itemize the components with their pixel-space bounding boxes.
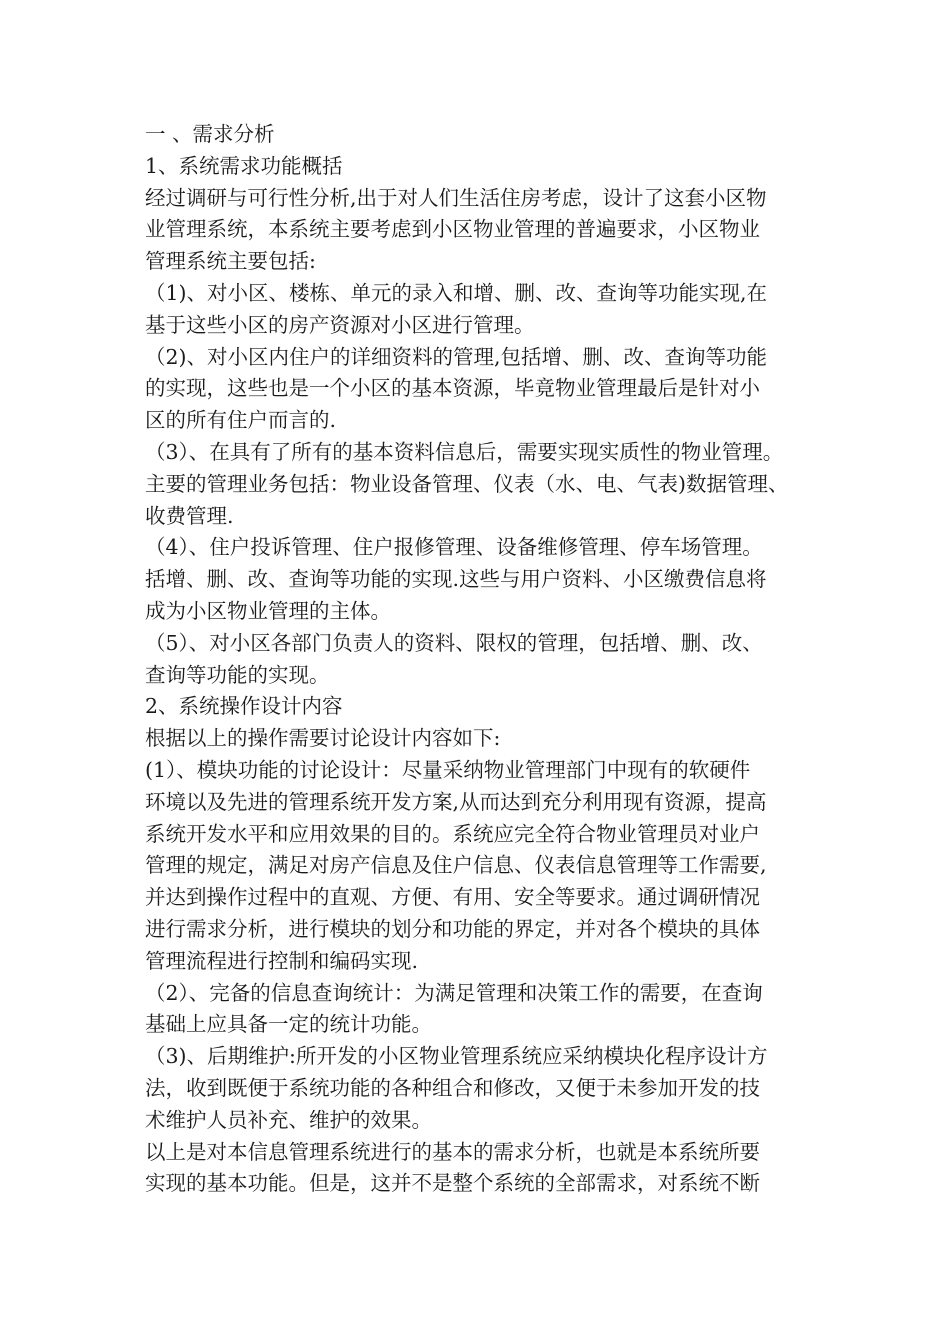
list-item-line: 区的所有住户而言的. (145, 408, 337, 433)
subsection-heading: 1、系统需求功能概括 (145, 153, 343, 178)
list-item-line: 系统开发水平和应用效果的目的。系统应完全符合物业管理员对业户 (145, 821, 760, 846)
list-item-line: （1)、对小区、楼栋、单元的录入和增、删、改、查询等功能实现,在 (145, 280, 768, 305)
list-item-line: 括增、删、改、查询等功能的实现.这些与用户资料、小区缴费信息将 (145, 567, 767, 592)
list-item-line: （3）、在具有了所有的基本资料信息后，需要实现实质性的物业管理。 (145, 439, 784, 464)
list-item-line: 法，收到既便于系统功能的各种组合和修改，又便于未参加开发的技 (145, 1075, 760, 1100)
paragraph-line: 根据以上的操作需要讨论设计内容如下: (145, 726, 501, 751)
list-item-line: 的实现，这些也是一个小区的基本资源，毕竟物业管理最后是针对小 (145, 376, 760, 401)
paragraph-line: 经过调研与可行性分析,出于对人们生活住房考虑，设计了这套小区物 (145, 185, 767, 210)
list-item-line: 进行需求分析，进行模块的划分和功能的界定，并对各个模块的具体 (145, 916, 760, 941)
list-item-line: 基于这些小区的房产资源对小区进行管理。 (145, 312, 535, 337)
list-item-line: 环境以及先进的管理系统开发方案,从而达到充分利用现有资源，提高 (145, 789, 767, 814)
list-item-line: 管理的规定，满足对房产信息及住户信息、仪表信息管理等工作需要, (145, 853, 767, 878)
list-item-line: （2)、对小区内住户的详细资料的管理,包括增、删、改、查询等功能 (145, 344, 768, 369)
list-item-line: 管理流程进行控制和编码实现. (145, 948, 419, 973)
paragraph-line: 实现的基本功能。但是，这并不是整个系统的全部需求，对系统不断 (145, 1171, 760, 1196)
list-item-line: （4）、住户投诉管理、住户报修管理、设备维修管理、停车场管理。 (145, 535, 763, 560)
list-item-line: 基础上应具备一定的统计功能。 (145, 1012, 432, 1037)
list-item-line: 并达到操作过程中的直观、方便、有用、安全等要求。通过调研情况 (145, 885, 760, 910)
list-item-line: 主要的管理业务包括：物业设备管理、仪表（水、电、气表)数据管理、 (145, 471, 789, 496)
list-item-line: 查询等功能的实现。 (145, 662, 330, 687)
list-item-line: 收费管理. (145, 503, 234, 528)
list-item-line: 成为小区物业管理的主体。 (145, 598, 391, 623)
section-heading: 一 、需求分析 (145, 122, 275, 146)
paragraph-line: 管理系统主要包括: (145, 249, 316, 274)
list-item-line: (1）、模块功能的讨论设计：尽量采纳物业管理部门中现有的软硬件 (145, 757, 751, 782)
paragraph-line: 以上是对本信息管理系统进行的基本的需求分析，也就是本系统所要 (145, 1139, 760, 1164)
document-body (145, 119, 825, 1200)
list-item-line: （2）、完备的信息查询统计：为满足管理和决策工作的需要，在查询 (145, 980, 763, 1005)
list-item-line: （5）、对小区各部门负责人的资料、限权的管理，包括增、删、改、 (145, 630, 763, 655)
subsection-heading: 2、系统操作设计内容 (145, 694, 343, 719)
list-item-line: （3)、后期维护:所开发的小区物业管理系统应采纳模块化程序设计方 (145, 1044, 768, 1069)
paragraph-line: 业管理系统，本系统主要考虑到小区物业管理的普遍要求，小区物业 (145, 217, 760, 242)
list-item-line: 术维护人员补充、维护的效果。 (145, 1107, 432, 1132)
